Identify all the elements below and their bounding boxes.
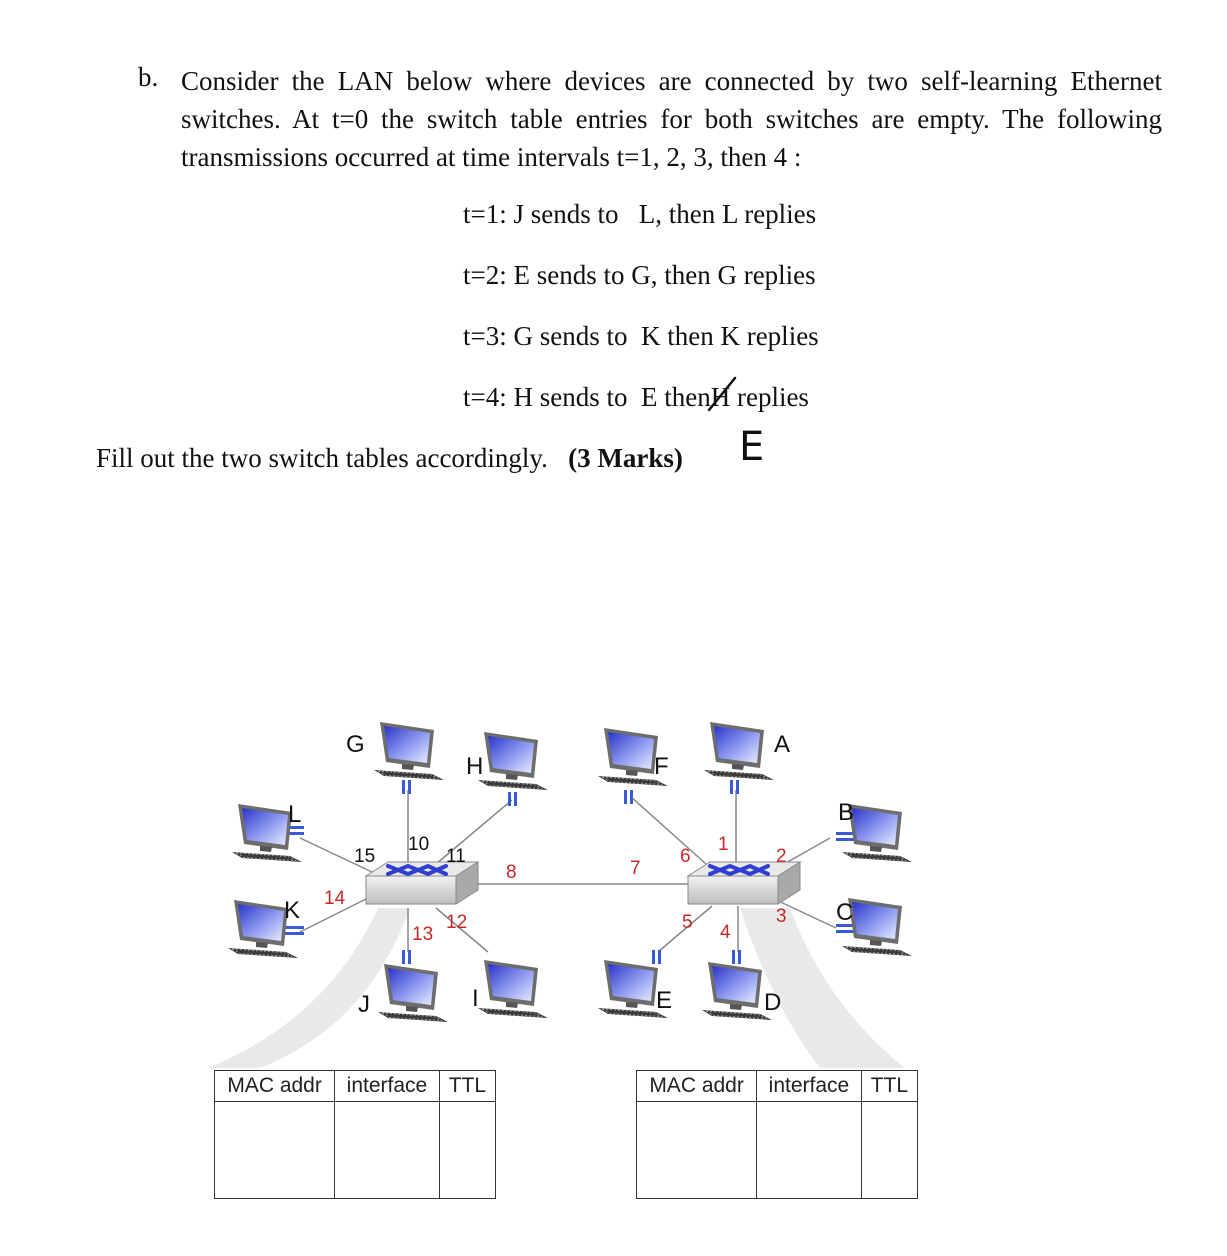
- transmission-t4-prefix: t=4: H sends to E then: [463, 382, 711, 412]
- left-table-header-interface: interface: [335, 1071, 440, 1102]
- right-table-entry-row: [637, 1102, 918, 1199]
- left-table-mac-cell[interactable]: [215, 1102, 335, 1199]
- transmission-t1: t=1: J sends to L, then L replies: [463, 199, 817, 229]
- transmission-t2: t=2: E sends to G, then G replies: [463, 260, 816, 290]
- left-switch-table: [214, 1070, 496, 1199]
- transmission-t4-suffix: replies: [730, 382, 809, 412]
- right-switch-table: [636, 1070, 918, 1199]
- left-table-funnel: [208, 908, 410, 1068]
- host-label-i: I: [472, 985, 479, 1012]
- port-label-2: 2: [776, 846, 787, 867]
- right-table-header-ttl: TTL: [861, 1071, 917, 1102]
- question-label: b.: [138, 62, 159, 92]
- host-j-computer: [378, 964, 448, 1022]
- port-label-11: 11: [446, 846, 466, 867]
- host-h-computer: [478, 732, 548, 790]
- left-table-entry-row: [215, 1102, 496, 1199]
- port-label-1: 1: [718, 834, 729, 855]
- left-table-header-ttl: TTL: [439, 1071, 495, 1102]
- question-text: Consider the LAN below where devices are connected by two self-learning Ethernet switches. At t=0 the switch table entries for both switches are empty. The following transmissions occurred at time intervals t=1, 2, 3, then 4 :: [181, 66, 1162, 172]
- host-a-computer: [704, 722, 774, 780]
- port-label-7: 7: [630, 858, 641, 879]
- left-table-header-row: [215, 1071, 496, 1102]
- port-label-14: 14: [324, 888, 346, 909]
- host-label-j: J: [358, 991, 370, 1018]
- port-label-8: 8: [506, 862, 517, 883]
- host-label-k: K: [284, 897, 301, 924]
- host-i-computer: [478, 960, 548, 1018]
- transmission-t3: t=3: G sends to K then K replies: [463, 321, 819, 351]
- host-label-b: B: [838, 799, 855, 826]
- port-label-10: 10: [408, 834, 430, 855]
- host-label-c: C: [836, 899, 854, 926]
- struck-letter-text: H: [710, 382, 731, 412]
- host-label-h: H: [466, 753, 484, 780]
- right-table-ttl-cell[interactable]: [861, 1102, 917, 1199]
- port-label-3: 3: [776, 906, 787, 927]
- right-table-header-mac: MAC addr: [637, 1071, 757, 1102]
- host-g-computer: [374, 722, 444, 780]
- left-table-interface-cell[interactable]: [335, 1102, 440, 1199]
- port-label-5: 5: [682, 912, 693, 933]
- right-table-header-interface: interface: [757, 1071, 862, 1102]
- marks-label: (3 Marks): [568, 443, 683, 473]
- port-label-15: 15: [354, 846, 376, 867]
- host-d-computer: [702, 962, 772, 1020]
- host-label-e: E: [656, 987, 673, 1014]
- right-switch: [688, 862, 800, 904]
- left-switch: [366, 862, 478, 904]
- host-label-l: L: [288, 801, 302, 828]
- port-label-4: 4: [720, 922, 731, 943]
- host-label-g: G: [346, 731, 365, 758]
- host-label-d: D: [764, 989, 782, 1016]
- right-table-interface-cell[interactable]: [757, 1102, 862, 1199]
- instruction-text: Fill out the two switch tables accordingly.: [96, 443, 569, 473]
- right-table-mac-cell[interactable]: [637, 1102, 757, 1199]
- host-label-f: F: [654, 753, 669, 780]
- port-label-13: 13: [412, 924, 434, 945]
- right-table-header-row: [637, 1071, 918, 1102]
- port-label-6: 6: [680, 846, 691, 867]
- left-table-header-mac: MAC addr: [215, 1071, 335, 1102]
- host-label-a: A: [774, 731, 791, 758]
- handwritten-e-text: E: [739, 424, 765, 468]
- left-table-ttl-cell[interactable]: [439, 1102, 495, 1199]
- port-label-12: 12: [446, 912, 468, 933]
